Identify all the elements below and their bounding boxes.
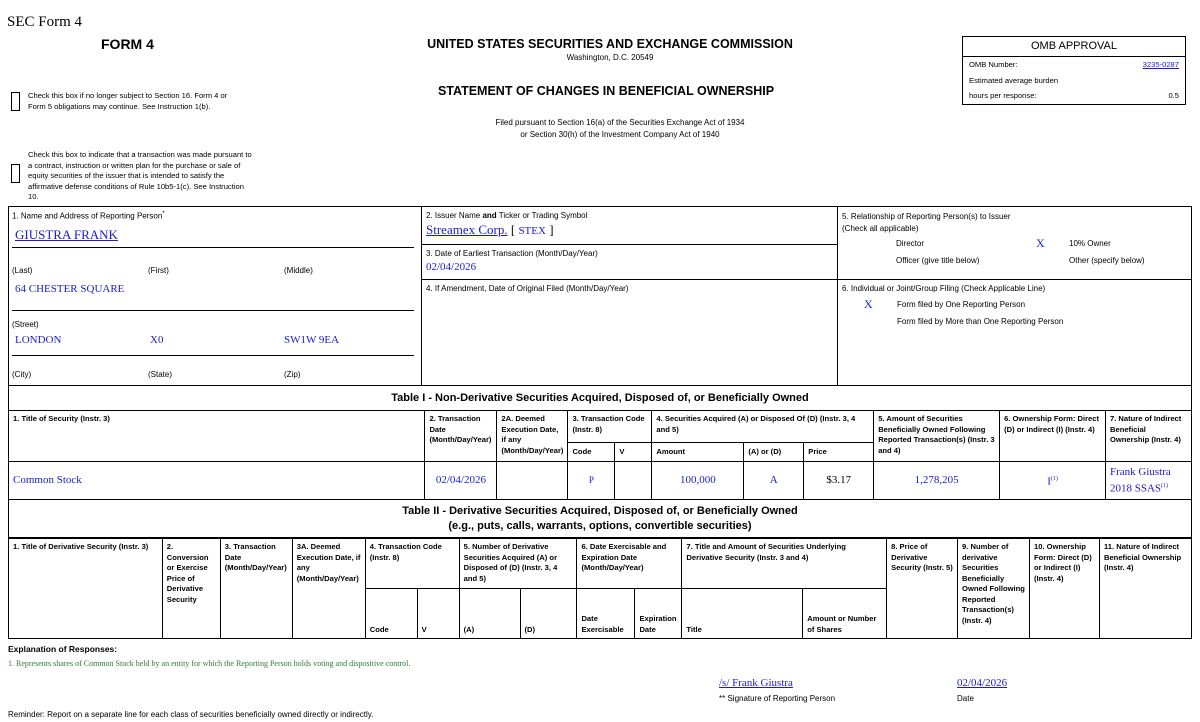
t2-header-nature: 11. Nature of Indirect Beneficial Ownership (Instr. 4) (1099, 539, 1191, 639)
omb-approval-box (962, 36, 1186, 105)
state-value: X0 (150, 334, 164, 346)
city-label: (City) (12, 370, 32, 379)
last-label: (Last) (12, 266, 33, 275)
street-label: (Street) (12, 320, 39, 329)
t1-sub-price: Price (804, 443, 874, 462)
omb-number-label: OMB Number: (969, 60, 1018, 69)
t2-header-price: 8. Price of Derivative Security (Instr. 5) (887, 539, 958, 639)
t1-form-value: I (1047, 475, 1051, 488)
reporting-person-star: * (162, 211, 165, 217)
signature-label: ** Signature of Reporting Person (719, 694, 836, 703)
rule10b5-checkbox[interactable] (11, 164, 20, 183)
relationship-sublabel: (Check all applicable) (842, 224, 919, 233)
earliest-date-value: 02/04/2026 (426, 261, 477, 273)
zip-value: SW1W 9EA (284, 334, 340, 346)
t1-nature-cell (1105, 462, 1191, 500)
issuer-label-suffix: Ticker or Trading Symbol (496, 211, 588, 220)
earliest-date-label: 3. Date of Earliest Transaction (Month/Day/Year) (426, 249, 598, 258)
t1-sub-v: V (615, 443, 652, 462)
t1-aord-cell: A (744, 462, 804, 500)
filed-line-1: Filed pursuant to Section 16(a) of the Securities Exchange Act of 1934 (495, 118, 745, 127)
ticker-symbol: STEX (518, 225, 546, 237)
omb-hours-row (969, 88, 1179, 104)
omb-hours-value: 0.5 (1168, 91, 1179, 100)
t2-sub-amount: Amount or Number of Shares (803, 589, 887, 639)
section16-check-text: Check this box if no longer subject to Section 16. Form 4 or Form 5 obligations may continue. See Instruction 1(b). (28, 91, 228, 111)
omb-burden-label: Estimated average burden (969, 75, 1059, 85)
omb-number-row (969, 57, 1179, 73)
omb-title: OMB APPROVAL (963, 37, 1185, 57)
table2-title (8, 500, 1192, 538)
explanation-note-1: 1. Represents shares of Common Stock held by an entity for which the Reporting Person holds voting and dispositive control. (8, 659, 411, 668)
t1-code-cell: P (568, 462, 615, 500)
t1-header-ownership-form: 6. Ownership Form: Direct (D) or Indirect (I) (Instr. 4) (1000, 411, 1106, 462)
t1-form-note: (1) (1050, 475, 1058, 482)
form-title: FORM 4 (101, 36, 154, 52)
t2-header-title: 1. Title of Derivative Security (Instr. 3) (9, 539, 163, 639)
filed-line-2: or Section 30(h) of the Investment Company Act of 1940 (520, 130, 720, 139)
ticker-bracket-open: [ (510, 222, 516, 237)
section16-checkbox[interactable] (11, 92, 20, 111)
agency-location: Washington, D.C. 20549 (566, 53, 654, 62)
one-person-label: Form filed by One Reporting Person (897, 300, 1026, 309)
signature-link[interactable]: /s/ Frank Giustra (719, 677, 793, 689)
t1-nature-value: Frank Giustra 2018 SSAS (1109, 466, 1171, 495)
middle-label: (Middle) (284, 266, 313, 275)
t1-owned-cell: 1,278,205 (874, 462, 1000, 500)
ten-percent-owner-label: 10% Owner (1069, 239, 1111, 248)
t1-v-cell (615, 462, 652, 500)
t2-header-deemed: 3A. Deemed Execution Date, if any (Month/Day/Year) (292, 539, 365, 639)
t2-header-code: 4. Transaction Code (Instr. 8) (365, 539, 459, 589)
more-person-label: Form filed by More than One Reporting Person (897, 317, 1064, 326)
explanation-label: Explanation of Responses: (8, 644, 118, 654)
one-person-mark: X (864, 297, 873, 311)
ticker-bracket-close: ] (549, 222, 554, 237)
officer-label: Officer (give title below) (896, 256, 980, 265)
t2-header-exercisable: 6. Date Exercisable and Expiration Date (Month/Day/Year) (577, 539, 682, 589)
director-label: Director (896, 239, 925, 248)
table1-title: Table I - Non-Derivative Securities Acquired, Disposed of, or Beneficially Owned (8, 386, 1192, 411)
rule10b5-check-text: Check this box to indicate that a transaction was made pursuant to a contract, instruction or written plan for the purchase or sale of equity securities of the issuer that is intended to satisfy the affirmative defense conditions of Rule 10b5-1(c). See Instruction 10. (28, 150, 252, 201)
filing-label: 6. Individual or Joint/Group Filing (Check Applicable Line) (842, 284, 1046, 293)
omb-number-link[interactable]: 3235-0287 (1142, 60, 1179, 69)
t1-header-acquired: 4. Securities Acquired (A) or Disposed Of (D) (Instr. 3, 4 and 5) (652, 411, 874, 443)
issuer-name-link[interactable]: Streamex Corp. (426, 222, 508, 237)
city-value: LONDON (15, 334, 62, 346)
t2-sub-expiration: Expiration Date (635, 589, 682, 639)
signature-date-link[interactable]: 02/04/2026 (957, 677, 1008, 689)
filed-pursuant (350, 117, 890, 141)
t2-header-conversion: 2. Conversion or Exercise Price of Derivative Security (162, 539, 220, 639)
t1-sub-code: Code (568, 443, 615, 462)
statement-title: STATEMENT OF CHANGES IN BENEFICIAL OWNERSHIP (437, 84, 775, 98)
agency-title: UNITED STATES SECURITIES AND EXCHANGE COMMISSION (427, 37, 793, 51)
first-label: (First) (148, 266, 169, 275)
issuer-label-and: and (482, 211, 497, 220)
t2-sub-v: V (417, 589, 459, 639)
t2-sub-a: (A) (459, 589, 520, 639)
issuer-label (426, 211, 587, 220)
ten-percent-owner-mark: X (1036, 236, 1045, 250)
t2-sub-d: (D) (520, 589, 577, 639)
reporting-person-label (12, 211, 165, 221)
t1-sub-amount: Amount (652, 443, 744, 462)
t1-header-nature: 7. Nature of Indirect Beneficial Ownership (Instr. 4) (1105, 411, 1191, 462)
zip-label: (Zip) (284, 370, 301, 379)
t1-nature-note: (1) (1161, 483, 1169, 490)
table-row (9, 462, 1192, 500)
issuer-label-prefix: 2. Issuer Name (426, 211, 483, 220)
t1-amount-cell: 100,000 (652, 462, 744, 500)
reporting-person-label-text: 1. Name and Address of Reporting Person (12, 211, 163, 221)
relationship-label (842, 211, 1011, 235)
t1-header-deemed: 2A. Deemed Execution Date, if any (Month/Day/Year) (497, 411, 568, 462)
t2-header-owned: 9. Number of derivative Securities Beneficially Owned Following Reported Transaction(s) (Instr. 4) (958, 539, 1030, 639)
t2-header-date: 3. Transaction Date (Month/Day/Year) (220, 539, 292, 639)
state-label: (State) (148, 370, 173, 379)
amendment-label: 4. If Amendment, Date of Original Filed (Month/Day/Year) (426, 284, 629, 293)
sec-form-label: SEC Form 4 (7, 14, 83, 30)
t2-header-underlying: 7. Title and Amount of Securities Underlying Derivative Security (Instr. 3 and 4) (682, 539, 887, 589)
table1 (8, 410, 1192, 500)
reporting-info-box (8, 206, 1192, 386)
table2-title-line1: Table II - Derivative Securities Acquired, Disposed of, or Beneficially Owned (402, 505, 798, 517)
t1-header-code: 3. Transaction Code (Instr. 8) (568, 411, 652, 443)
t1-price-value: $3.17 (826, 474, 852, 487)
t1-header-date: 2. Transaction Date (Month/Day/Year) (425, 411, 497, 462)
t1-security-cell: Common Stock (9, 462, 425, 500)
reminder-text: Reminder: Report on a separate line for each class of securities beneficially owned directly or indirectly. (8, 710, 374, 719)
signature-date-label: Date (957, 694, 974, 703)
t2-header-ownership-form: 10. Ownership Form: Direct (D) or Indirect (I) (Instr. 4) (1030, 539, 1100, 639)
issuer-name-row (426, 222, 554, 238)
relationship-label-text: 5. Relationship of Reporting Person(s) to Issuer (842, 212, 1011, 221)
t1-sub-aord: (A) or (D) (744, 443, 804, 462)
t2-sub-exercisable: Date Exercisable (577, 589, 635, 639)
t1-header-amount-owned: 5. Amount of Securities Beneficially Owned Following Reported Transaction(s) (Instr. 3 and 4) (874, 411, 1000, 462)
t1-price-cell (804, 462, 874, 500)
other-label: Other (specify below) (1069, 256, 1145, 265)
street-value: 64 CHESTER SQUARE (15, 283, 125, 295)
reporting-person-name-link[interactable]: GIUSTRA FRANK (15, 227, 118, 242)
table2 (8, 538, 1192, 639)
table2-title-line2: (e.g., puts, calls, warrants, options, convertible securities) (448, 520, 752, 532)
t1-header-title: 1. Title of Security (Instr. 3) (9, 411, 425, 462)
t2-header-number: 5. Number of Derivative Securities Acquired (A) or Disposed of (D) (Instr. 3, 4 and 5) (459, 539, 577, 589)
t1-deemed-cell (497, 462, 568, 500)
t1-date-cell: 02/04/2026 (425, 462, 497, 500)
t2-sub-code: Code (365, 589, 417, 639)
omb-hours-label: hours per response: (969, 91, 1037, 100)
t2-sub-title: Title (682, 589, 803, 639)
t1-form-cell (1000, 462, 1106, 500)
